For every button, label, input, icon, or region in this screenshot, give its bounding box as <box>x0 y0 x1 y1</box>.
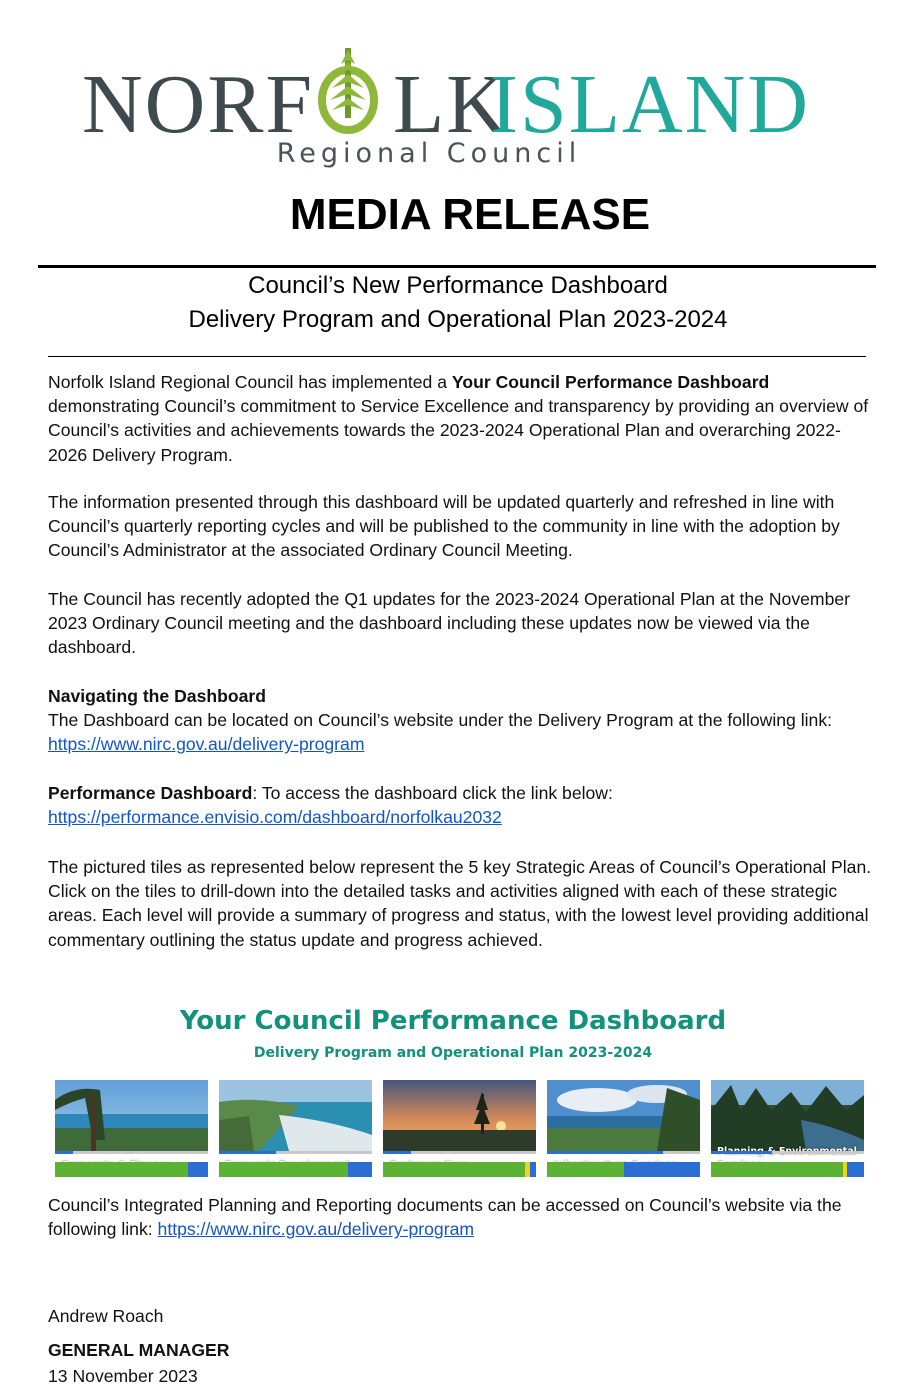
status-segment-blue <box>530 1162 536 1177</box>
tile-photo <box>711 1080 864 1151</box>
update-paragraph: The information presented through this dashboard will be updated quarterly and refreshed in line with Council’s quarterly reporting cycles and will be published to the community in line with the adoption by Council’s Administrator at the associated Ordinary Council Meeting. <box>48 492 840 561</box>
status-segment-green <box>547 1162 624 1177</box>
adoption-paragraph: The Council has recently adopted the Q1 updates for the 2023-2024 Operational Plan at the November 2023 Ordinary Council meeting and the dashboard including these updates now be viewed via the dashboard. <box>48 589 851 658</box>
logo-word-norf: NORF <box>82 58 315 151</box>
status-segment-green <box>383 1162 525 1177</box>
navigation-text: The Dashboard can be located on Council’s website under the Delivery Program at the following link: <box>48 710 833 731</box>
tile-infrastructure-services[interactable] <box>547 1080 700 1178</box>
navigation-section <box>48 684 878 757</box>
tile-photo <box>383 1080 536 1151</box>
tile-progress-fill <box>55 1151 73 1154</box>
tile-economic-development[interactable] <box>219 1080 372 1178</box>
tile-progress <box>383 1151 536 1154</box>
page-title: MEDIA RELEASE <box>289 190 651 239</box>
tile-progress-fill <box>711 1151 772 1154</box>
status-segment-green <box>219 1162 348 1177</box>
status-segment-blue <box>188 1162 208 1177</box>
tile-progress <box>219 1151 372 1154</box>
dashboard-name: Your Council Performance Dashboard <box>451 372 770 392</box>
signatory-name: Andrew Roach <box>48 1306 164 1326</box>
dashboard-subtitle: Delivery Program and Operational Plan 2023-2024 <box>253 1045 653 1061</box>
tile-photo <box>219 1080 372 1151</box>
ipr-link[interactable]: https://www.nirc.gov.au/delivery-program <box>157 1219 475 1240</box>
logo-word-island: ISLAND <box>490 58 810 151</box>
performance-dashboard-link[interactable]: https://performance.envisio.com/dashboard/norfolkau2032 <box>48 807 502 828</box>
tile-status-bar <box>219 1162 372 1177</box>
tile-planning-environmental[interactable] <box>711 1080 864 1178</box>
tile-status-bar <box>383 1162 536 1177</box>
norfolk-pine-icon <box>303 42 393 150</box>
ipr-paragraph <box>48 1193 878 1241</box>
tile-progress <box>547 1151 700 1154</box>
status-segment-blue <box>348 1162 372 1177</box>
delivery-program-link[interactable]: https://www.nirc.gov.au/delivery-program <box>48 734 365 755</box>
logo-word-lk: LK <box>393 58 509 151</box>
intro-paragraph <box>48 370 878 467</box>
performance-dashboard-section <box>48 781 878 829</box>
tile-photo <box>547 1080 700 1151</box>
tile-corporate-finance[interactable] <box>55 1080 208 1178</box>
intro-text: Norfolk Island Regional Council has implemented a <box>48 372 452 392</box>
tiles-paragraph: The pictured tiles as represented below represent the 5 key Strategic Areas of Council’s Operational Plan. Click on the tiles to drill-down into the detailed tasks and activities aligned with each of these strategic areas. Each level will provide a summary of progress and status, with the lowest level providing additional commentary outlining the status update and progress achieved. <box>48 857 872 950</box>
subtitle-divider <box>48 356 866 357</box>
tile-progress <box>55 1151 208 1154</box>
release-subtitle-line2: Delivery Program and Operational Plan 2023-2024 <box>188 306 728 333</box>
tile-status-bar <box>711 1162 864 1177</box>
status-segment-blue <box>624 1162 701 1177</box>
status-segment-blue <box>847 1162 864 1177</box>
dashboard-title: Your Council Performance Dashboard <box>179 1006 727 1036</box>
navigation-heading: Navigating the Dashboard <box>48 686 266 706</box>
release-date: 13 November 2023 <box>48 1366 198 1386</box>
tile-status-bar <box>547 1162 700 1177</box>
title-divider <box>38 265 876 268</box>
tile-customer-care[interactable] <box>383 1080 536 1178</box>
performance-dashboard-text: : To access the dashboard click the link below: <box>252 783 613 803</box>
tile-photo <box>55 1080 208 1151</box>
intro-text-rest: demonstrating Council’s commitment to Service Excellence and transparency by providing an overview of Council’s activities and achievements towards the 2023-2024 Operational Plan and overarching 2022-2026 Delivery Program. <box>48 396 869 465</box>
tile-progress <box>711 1151 864 1154</box>
logo-subtitle: Regional Council <box>276 138 582 169</box>
tile-progress-fill <box>219 1151 276 1154</box>
signatory-title: GENERAL MANAGER <box>48 1340 230 1360</box>
tile-status-bar <box>55 1162 208 1177</box>
council-logo <box>0 38 900 178</box>
tile-progress-fill <box>383 1151 411 1154</box>
tile-progress-fill <box>547 1151 663 1154</box>
status-segment-green <box>711 1162 843 1177</box>
release-subtitle-line1: Council’s New Performance Dashboard <box>248 272 668 299</box>
status-segment-green <box>55 1162 188 1177</box>
ipr-text: Council’s Integrated Planning and Reporting documents can be accessed on Council’s website via the following link: <box>48 1195 842 1240</box>
performance-dashboard-label: Performance Dashboard <box>48 783 253 803</box>
